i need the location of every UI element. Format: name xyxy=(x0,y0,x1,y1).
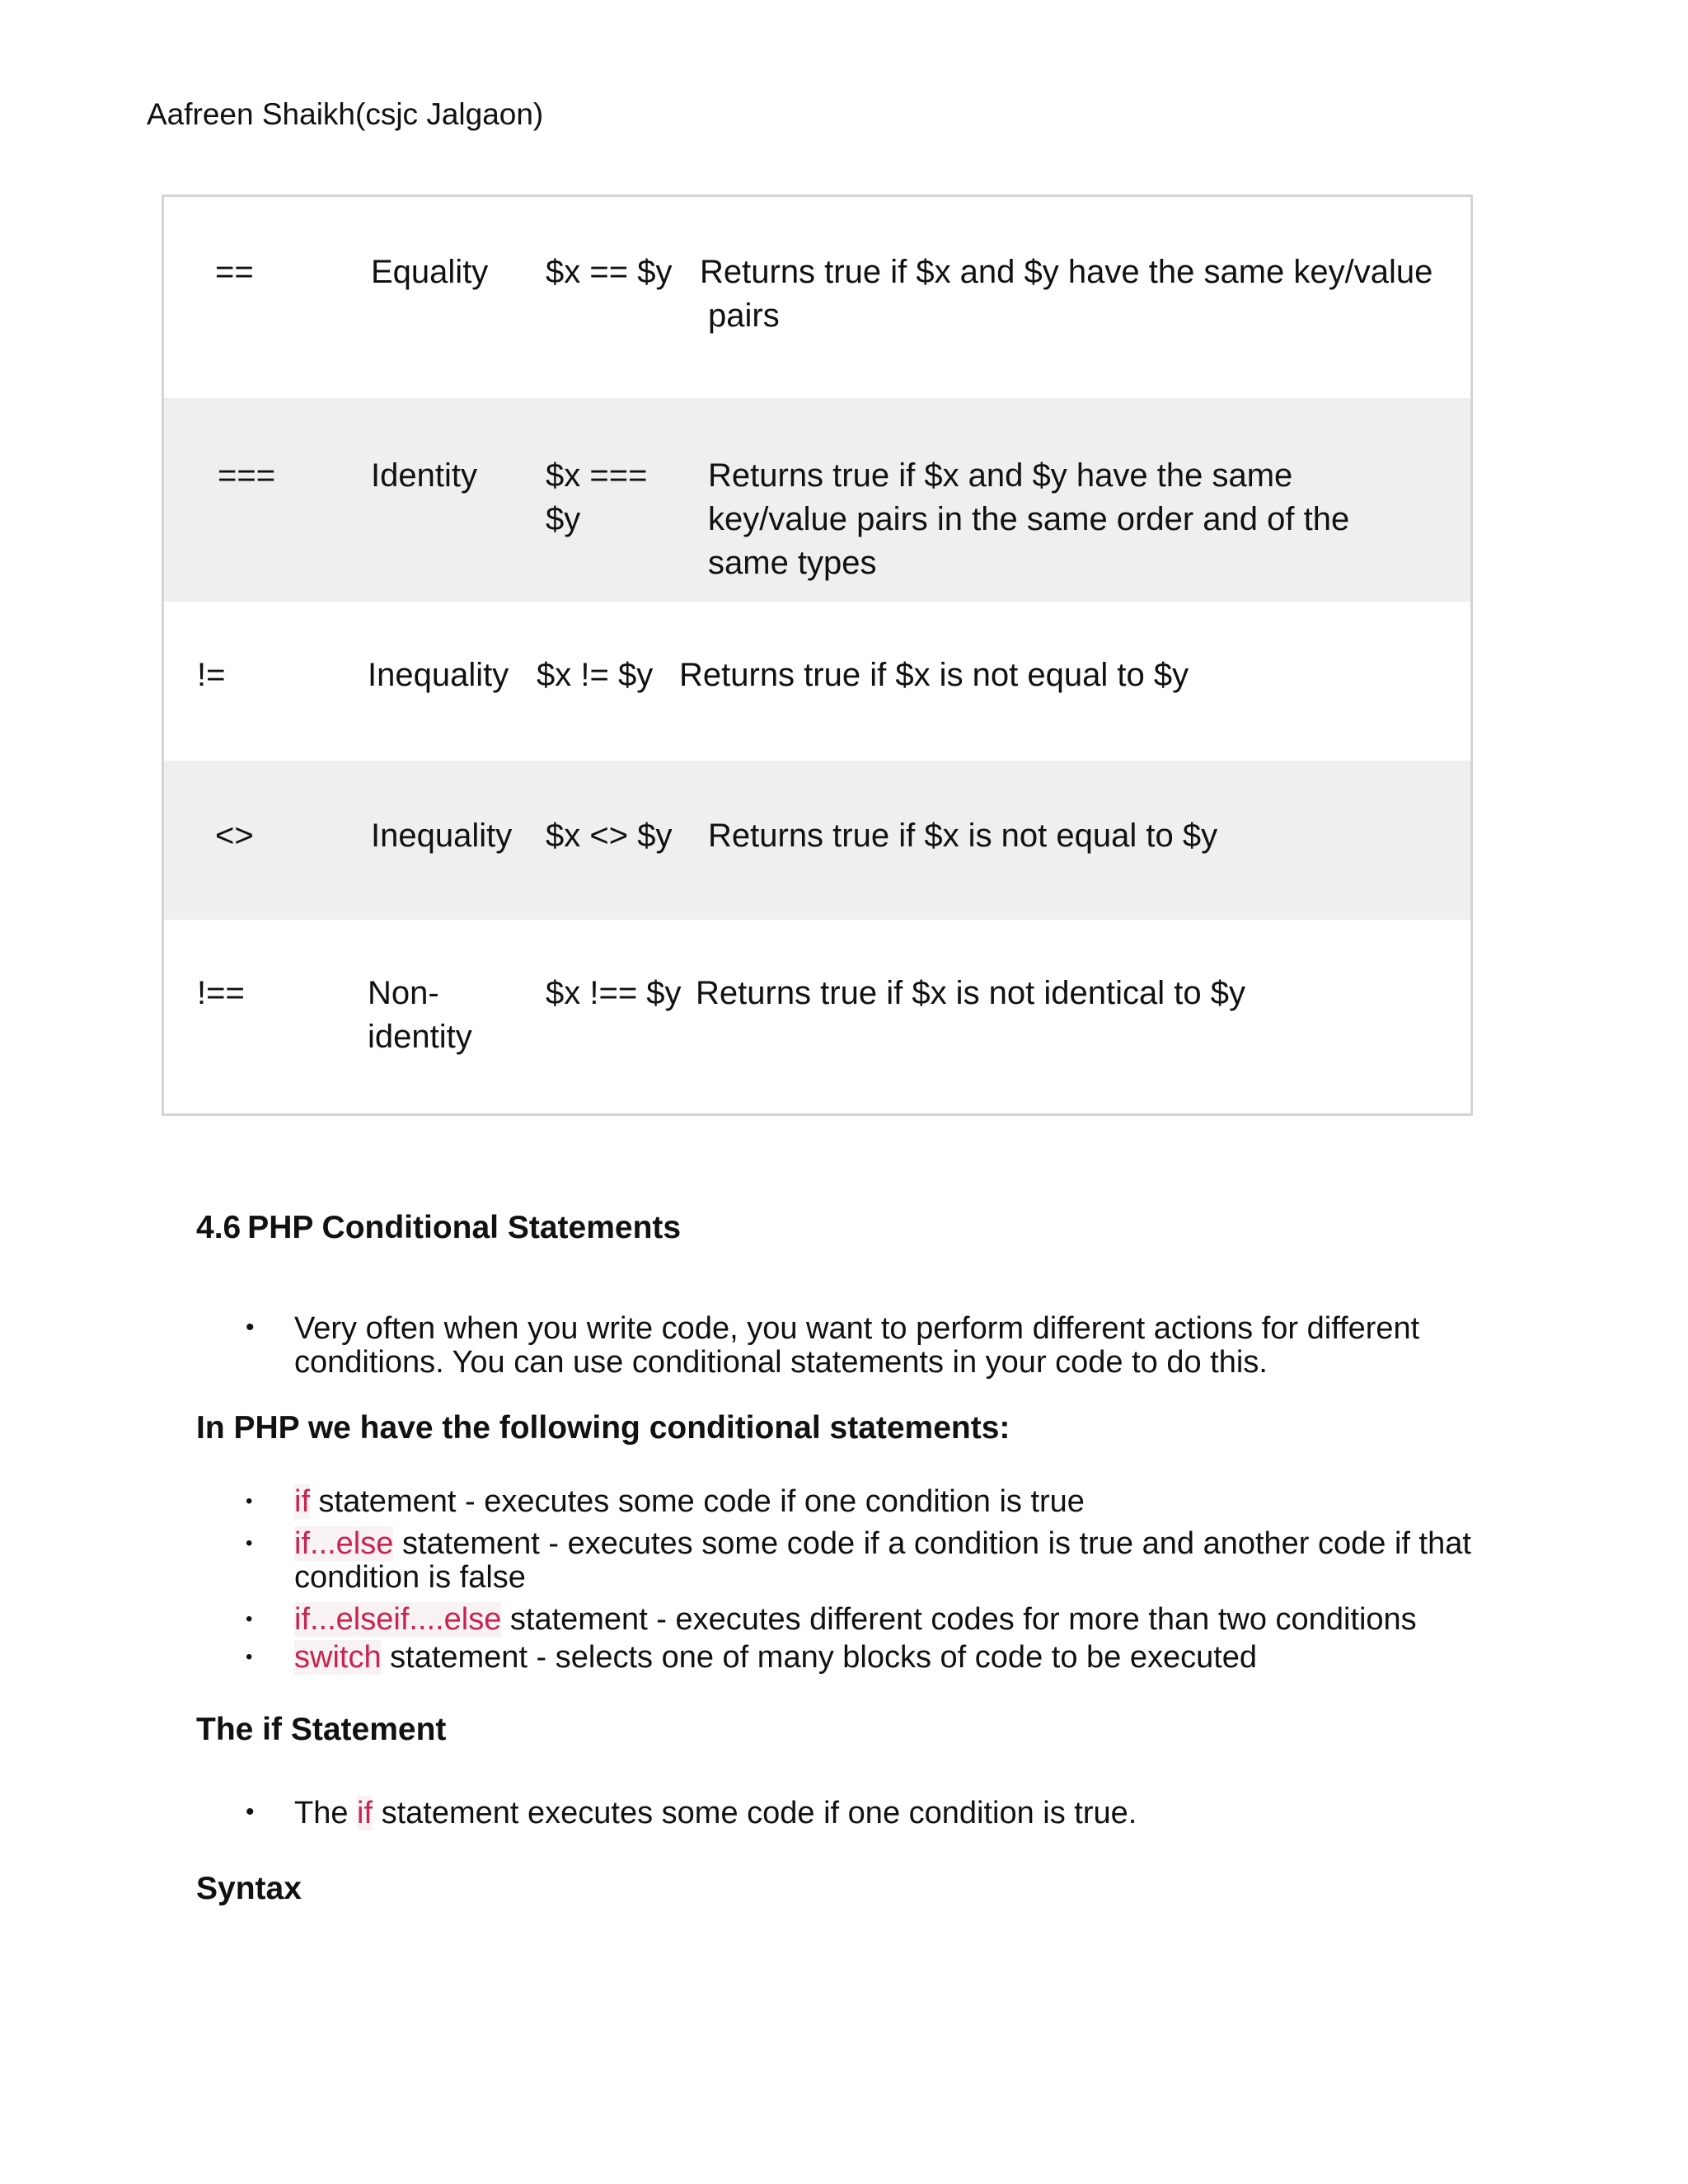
description-cell: Returns true if $x is not equal to $y xyxy=(708,818,1218,854)
example-cell: $x === $y xyxy=(546,457,648,537)
list-item-text xyxy=(294,1641,1498,1675)
example-cell: $x != $y xyxy=(537,657,654,693)
section-title-text: PHP Conditional Statements xyxy=(247,1210,682,1245)
operator-name-cell: Inequality xyxy=(368,657,509,693)
description-cell: Returns true if $x is not equal to $y xyxy=(679,657,1189,693)
operator-cell: !== xyxy=(197,975,245,1011)
list-item-text xyxy=(294,1603,1498,1637)
example-cell: $x !== $y xyxy=(546,975,682,1011)
table-row xyxy=(164,920,1470,1113)
list-item-description: statement - executes different codes for more than two conditions xyxy=(501,1602,1417,1637)
intro-text: Very often when you write code, you want to perform different actions for different conditions. You can use conditional statements in your code to do this. xyxy=(294,1311,1420,1380)
syntax-heading: Syntax xyxy=(196,1871,302,1906)
table-row xyxy=(164,398,1470,602)
bullet-marker: • xyxy=(246,1314,255,1341)
code-keyword: if xyxy=(294,1484,310,1519)
if-statement-heading: The if Statement xyxy=(196,1712,447,1747)
description-cell: Returns true if $x and $y have the same key/value pairs xyxy=(700,254,1433,334)
operator-cell: <> xyxy=(215,818,254,854)
example-cell: $x <> $y xyxy=(546,818,673,854)
table-row xyxy=(164,602,1470,761)
section-number: 4.6 xyxy=(196,1210,241,1245)
description-cell: Returns true if $x is not identical to $y xyxy=(696,975,1245,1011)
list-item-text xyxy=(294,1485,1498,1519)
if-bullet-prefix: The xyxy=(294,1796,358,1830)
operator-name-cell: Equality xyxy=(371,254,489,290)
operator-name-cell: Non-identity xyxy=(368,975,472,1055)
list-item-description: statement - selects one of many blocks of code to be executed xyxy=(381,1640,1258,1675)
bullet-marker: • xyxy=(246,1608,253,1630)
conditional-list-heading: In PHP we have the following conditional statements: xyxy=(196,1410,1010,1446)
if-bullet-suffix: statement executes some code if one condition is true. xyxy=(373,1796,1137,1830)
bullet-marker: • xyxy=(246,1532,253,1554)
operator-cell: == xyxy=(215,254,254,290)
list-item-text xyxy=(294,1797,1498,1830)
example-cell: $x == $y xyxy=(546,254,673,290)
comparison-operators-table xyxy=(162,194,1473,1116)
bullet-marker: • xyxy=(246,1490,253,1512)
list-item-description: statement - executes some code if one condition is true xyxy=(310,1484,1085,1519)
operator-name-cell: Identity xyxy=(371,457,477,494)
code-keyword: switch xyxy=(294,1640,382,1675)
operator-name-cell: Inequality xyxy=(371,818,513,854)
code-keyword: if...elseif....else xyxy=(294,1602,502,1637)
table-row xyxy=(164,197,1470,398)
list-item-description: statement - executes some code if a condition is true and another code if that condition is false xyxy=(294,1526,1471,1595)
section-heading xyxy=(196,1210,681,1246)
operator-cell: === xyxy=(218,457,276,494)
bullet-marker: • xyxy=(246,1798,255,1825)
list-item-text xyxy=(294,1527,1498,1595)
bullet-marker: • xyxy=(246,1646,253,1668)
description-cell: Returns true if $x and $y have the same key/value pairs in the same order and of the same types xyxy=(708,457,1350,581)
table-row xyxy=(164,761,1470,920)
code-keyword: if xyxy=(357,1796,373,1830)
operator-cell: != xyxy=(197,657,226,693)
page-header-author: Aafreen Shaikh(csjc Jalgaon) xyxy=(147,97,544,131)
code-keyword: if...else xyxy=(294,1526,394,1561)
